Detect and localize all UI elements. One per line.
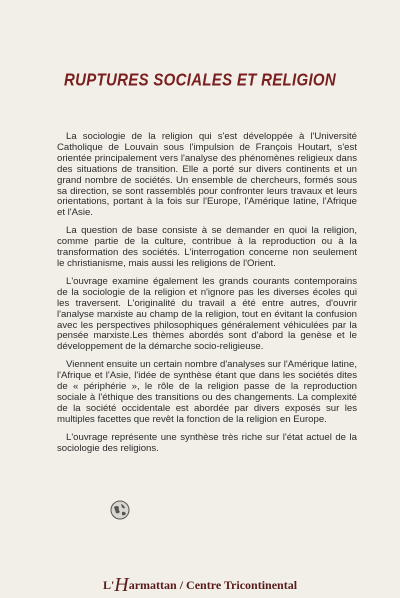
blurb-text [57, 132, 357, 461]
book-title: RUPTURES SOCIALES ET RELIGION [63, 70, 337, 91]
paragraph-4: Viennent ensuite un certain nombre d'analyses sur l'Amérique latine, l'Afrique et l'Asie, l'idée de synthèse étant que dans les sociétés dites de « périphérie », le rôle de la religion passe de la reproduction sociale à l'éthique des transitions ou des changements. La complexité de la société occidentale est abordée par divers exposés sur les multiples facettes que revêt la fonction de la religion en Europe. [57, 359, 357, 425]
publisher-imprint [0, 574, 400, 597]
paragraph-5: L'ouvrage représente une synthèse très riche sur l'état actuel de la sociologie des religions. [57, 431, 357, 454]
publisher-name: armattan / Centre Tricontinental [128, 578, 298, 592]
publisher-prefix: L' [102, 578, 115, 592]
globe-icon [110, 500, 130, 520]
paragraph-2: La question de base consiste à se demander en quoi la religion, comme partie de la culture, contribue à la reproduction ou à la transformation des sociétés. L'interrogation concerne non seulement le christianisme, mais aussi les religions de l'Orient. [57, 225, 357, 269]
paragraph-1: La sociologie de la religion qui s'est développée à l'Université Catholique de Louvain sous l'impulsion de François Houtart, s'est orientée principalement vers l'analyse des phénomènes religieux dans des situations de transition. Elle a porté sur divers continents et un grand nombre de sociétés. Un ensemble de chercheurs, formés sous sa direction, se sont rassemblés pour confronter leurs travaux et leurs orientations, portant à la fois sur l'Europe, l'Amérique latine, l'Afrique et l'Asie. [57, 131, 357, 219]
paragraph-3: L'ouvrage examine également les grands courants contemporains de la sociologie de la religion et n'ignore pas les diverses écoles qui les traversent. L'originalité du travail a été entre autres, d'ouvrir l'analyse marxiste au champ de la religion, tout en évitant la confusion avec les perspectives philosophiques généralement véhiculées par la pensée marxiste.Les thèmes abordés sont d'abord la genèse et le développement de la démarche socio-religieuse. [57, 275, 357, 353]
publisher-initial: H [114, 574, 129, 596]
